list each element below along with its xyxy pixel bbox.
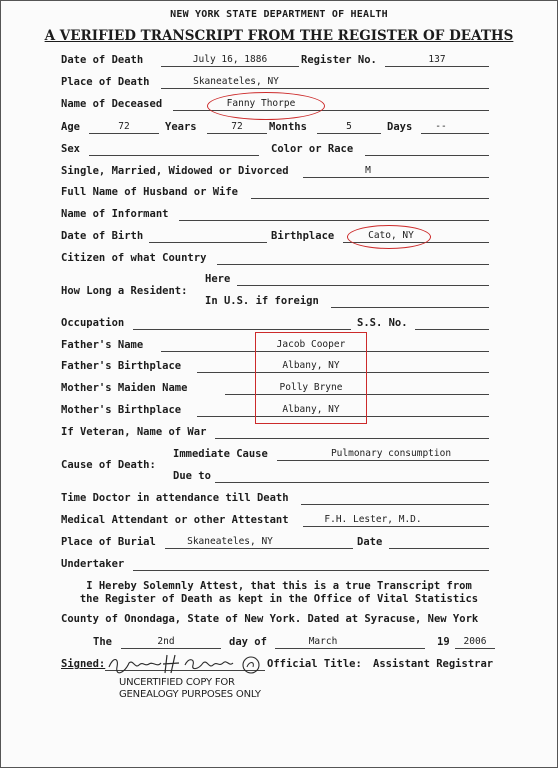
resident-us-label: In U.S. if foreign xyxy=(205,295,319,307)
fathers-name-label: Father's Name xyxy=(61,339,144,351)
spouse-name-line xyxy=(251,198,489,199)
age-line xyxy=(89,133,159,134)
month-line xyxy=(275,648,425,649)
fathers-birthplace-value: Albany, NY xyxy=(282,360,340,371)
days-label: Days xyxy=(387,121,413,133)
burial-date-label: Date xyxy=(357,536,383,548)
resident-label: How Long a Resident: xyxy=(61,285,188,297)
medical-attendant-value: F.H. Lester, M.D. xyxy=(324,514,422,525)
row-date-of-death xyxy=(1,53,558,71)
row-marital-status xyxy=(1,164,558,182)
place-of-death-value: Skaneateles, NY xyxy=(193,76,279,87)
sex-line xyxy=(89,155,259,156)
birthplace-value: Cato, NY xyxy=(368,230,414,241)
resident-here-label: Here xyxy=(205,273,231,285)
day-line xyxy=(121,648,221,649)
row-resident-here xyxy=(1,272,558,290)
row-sex xyxy=(1,142,558,160)
official-title-label: Official Title: xyxy=(267,658,362,670)
year-line xyxy=(455,648,495,649)
fathers-name-value: Jacob Cooper xyxy=(276,339,346,350)
register-no-value: 137 xyxy=(428,54,446,65)
spouse-name-label: Full Name of Husband or Wife xyxy=(61,186,239,198)
marital-status-label: Single, Married, Widowed or Divorced xyxy=(61,165,289,177)
due-to-line xyxy=(215,482,489,483)
mothers-birthplace-label: Mother's Birthplace xyxy=(61,404,182,416)
years-value: 72 xyxy=(231,121,243,132)
sex-label: Sex xyxy=(61,143,80,155)
medical-attendant-line xyxy=(303,526,489,527)
time-doctor-label: Time Doctor in attendance till Death xyxy=(61,492,289,504)
mothers-maiden-name-value: Polly Bryne xyxy=(279,382,343,393)
year-prefix-label: 19 xyxy=(437,636,450,648)
color-or-race-label: Color or Race xyxy=(271,143,354,155)
veteran-line xyxy=(215,438,489,439)
row-due-to xyxy=(1,469,558,487)
row-age xyxy=(1,120,558,138)
attestation-county: County of Onondaga, State of New York. Dated at Syracuse, New York xyxy=(61,613,479,625)
register-no-label: Register No. xyxy=(301,54,377,66)
age-label: Age xyxy=(61,121,80,133)
immediate-cause-line xyxy=(277,460,489,461)
date-of-birth-label: Date of Birth xyxy=(61,230,144,242)
years-label: Years xyxy=(165,121,197,133)
mothers-maiden-name-label: Mother's Maiden Name xyxy=(61,382,188,394)
occupation-line xyxy=(133,329,351,330)
row-medical-attendant xyxy=(1,513,558,531)
ss-no-label: S.S. No. xyxy=(357,317,408,329)
undertaker-label: Undertaker xyxy=(61,558,125,570)
years-line xyxy=(207,133,267,134)
stamp-line-1: UNCERTIFIED COPY FOR xyxy=(119,677,235,688)
marital-status-line xyxy=(303,177,489,178)
veteran-label: If Veteran, Name of War xyxy=(61,426,207,438)
row-time-doctor xyxy=(1,491,558,509)
place-of-burial-label: Place of Burial xyxy=(61,536,156,548)
place-of-death-line xyxy=(161,88,489,89)
row-veteran xyxy=(1,425,558,443)
place-of-death-label: Place of Death xyxy=(61,76,150,88)
ss-no-line xyxy=(415,329,489,330)
name-of-deceased-label: Name of Deceased xyxy=(61,98,163,110)
undertaker-line xyxy=(133,570,489,571)
immediate-cause-value: Pulmonary consumption xyxy=(330,448,452,459)
burial-date-line xyxy=(389,548,489,549)
fathers-birthplace-label: Father's Birthplace xyxy=(61,360,182,372)
register-no-line xyxy=(385,66,489,67)
row-dated xyxy=(1,635,558,653)
place-of-burial-line xyxy=(165,548,353,549)
days-value: -- xyxy=(435,121,447,132)
name-of-deceased-value: Fanny Thorpe xyxy=(226,98,296,109)
months-value: 5 xyxy=(346,121,352,132)
attestation-line-2: the Register of Death as kept in the Office of Vital Statistics xyxy=(79,593,479,605)
row-signature xyxy=(1,657,558,675)
informant-line xyxy=(179,220,489,221)
red-circle-annotation xyxy=(207,92,325,120)
immediate-cause-label: Immediate Cause xyxy=(173,448,268,460)
row-informant xyxy=(1,207,558,225)
uncertified-stamp xyxy=(119,677,261,701)
place-of-burial-value: Skaneateles, NY xyxy=(187,536,273,547)
date-of-birth-line xyxy=(149,242,267,243)
the-label: The xyxy=(93,636,112,648)
informant-label: Name of Informant xyxy=(61,208,169,220)
official-title-value: Assistant Registrar xyxy=(373,658,494,670)
date-of-death-label: Date of Death xyxy=(61,54,144,66)
resident-here-line xyxy=(237,285,489,286)
attestation-line-1: I Hereby Solemnly Attest, that this is a true Transcript from xyxy=(86,580,472,592)
row-undertaker xyxy=(1,557,558,575)
day-value: 2nd xyxy=(157,636,175,647)
row-spouse xyxy=(1,185,558,203)
row-resident-us xyxy=(1,294,558,312)
row-citizen xyxy=(1,251,558,269)
year-value: 2006 xyxy=(463,636,487,647)
citizen-line xyxy=(217,264,489,265)
date-of-death-value: July 16, 1886 xyxy=(192,54,268,65)
row-date-of-birth xyxy=(1,229,558,247)
months-label: Months xyxy=(269,121,307,133)
age-value: 72 xyxy=(118,121,130,132)
row-place-of-burial xyxy=(1,535,558,553)
red-box-annotation xyxy=(255,332,367,424)
medical-attendant-label: Medical Attendant or other Attestant xyxy=(61,514,289,526)
document-title: A VERIFIED TRANSCRIPT FROM THE REGISTER OF DEATHS xyxy=(44,28,514,44)
color-or-race-line xyxy=(365,155,489,156)
marital-status-value: M xyxy=(365,165,371,176)
row-immediate-cause xyxy=(1,447,558,465)
cause-label: Cause of Death: xyxy=(61,459,156,471)
time-doctor-line xyxy=(301,504,489,505)
month-value: March xyxy=(308,636,338,647)
row-place-of-death xyxy=(1,75,558,93)
resident-us-line xyxy=(331,307,489,308)
months-line xyxy=(317,133,381,134)
handwritten-signature-image xyxy=(105,651,263,677)
signed-label: Signed: xyxy=(61,658,106,670)
occupation-label: Occupation xyxy=(61,317,125,329)
days-line xyxy=(421,133,489,134)
mothers-birthplace-value: Albany, NY xyxy=(282,404,340,415)
department-heading: NEW YORK STATE DEPARTMENT OF HEALTH xyxy=(170,9,388,20)
due-to-label: Due to xyxy=(173,470,211,482)
day-of-label: day of xyxy=(229,636,267,648)
red-circle-annotation xyxy=(347,225,431,249)
date-of-death-line xyxy=(161,66,299,67)
birthplace-label: Birthplace xyxy=(271,230,335,242)
stamp-line-2: GENEALOGY PURPOSES ONLY xyxy=(119,689,261,700)
citizen-label: Citizen of what Country xyxy=(61,252,207,264)
